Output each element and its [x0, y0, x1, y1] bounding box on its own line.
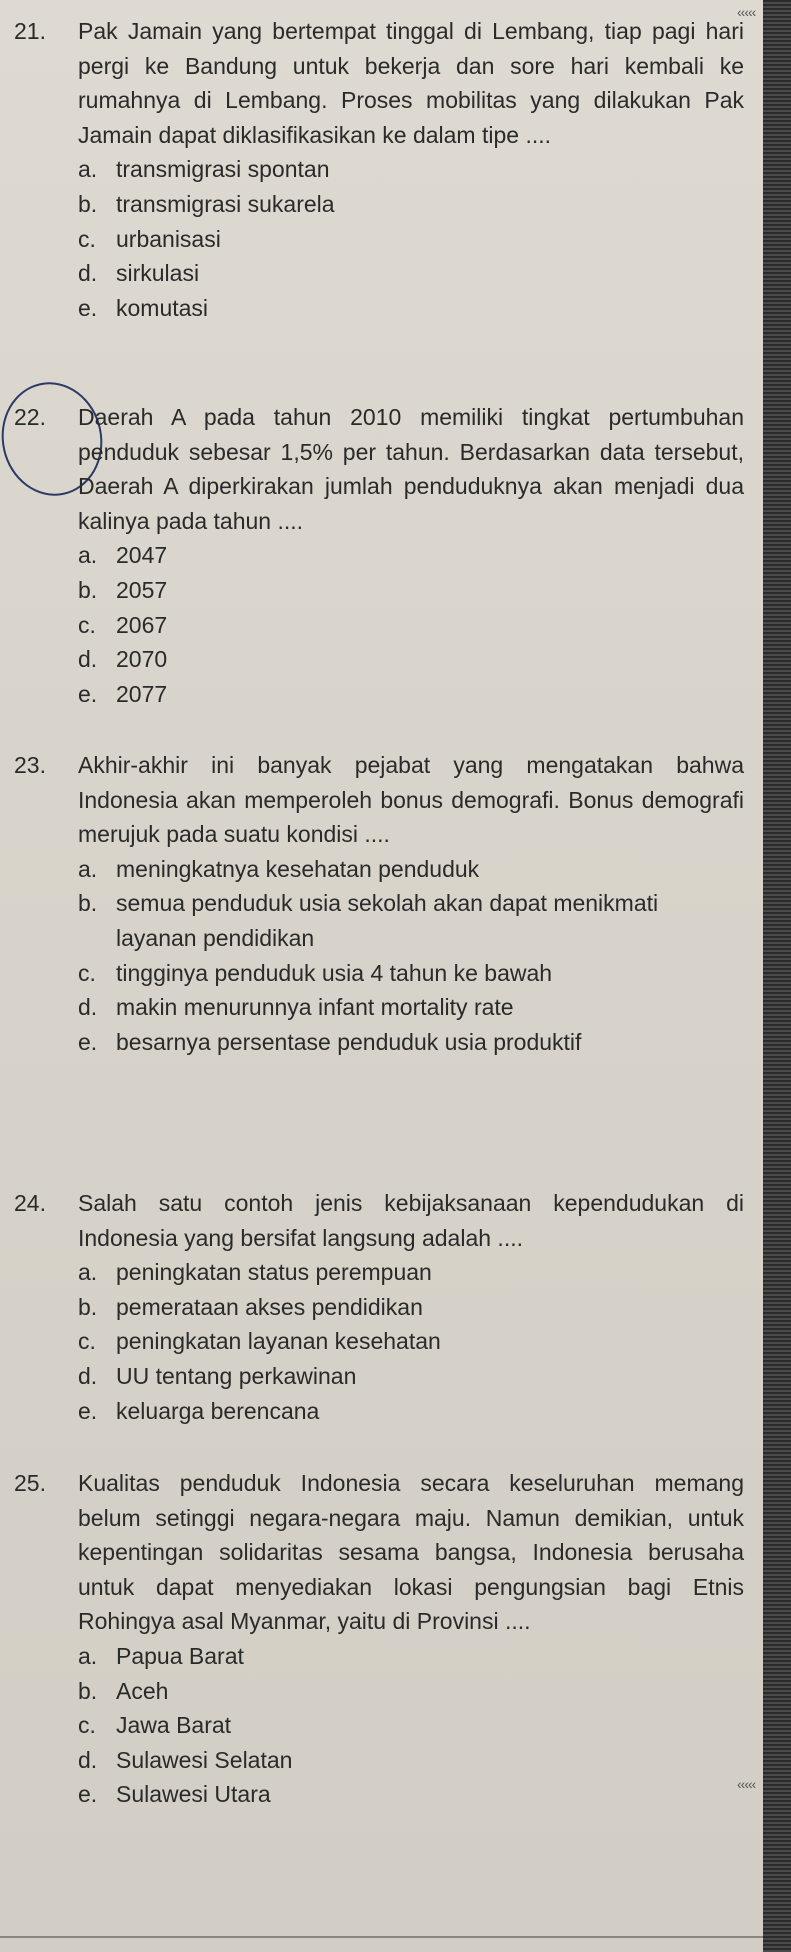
book-spine-binding	[763, 0, 791, 1952]
page-bottom-rule	[0, 1936, 763, 1938]
option-letter: a.	[78, 1259, 98, 1286]
option-letter: a.	[78, 855, 98, 882]
option-letter: c.	[78, 225, 96, 252]
question-number: 25.	[14, 1470, 46, 1496]
option-text: meningkatnya kesehatan penduduk	[116, 855, 480, 882]
question-25	[14, 1466, 744, 1812]
option-text: 2057	[116, 576, 168, 603]
option-d[interactable]	[78, 1743, 744, 1778]
answer-options	[78, 152, 744, 325]
option-b[interactable]	[78, 1290, 744, 1325]
option-a[interactable]	[78, 1639, 744, 1674]
option-letter: b.	[78, 1293, 98, 1320]
option-text: pemerataan akses pendidikan	[116, 1293, 423, 1320]
option-text: 2067	[116, 611, 168, 638]
option-letter: d.	[78, 260, 98, 287]
option-c[interactable]	[78, 1708, 744, 1743]
option-letter: d.	[78, 1362, 98, 1389]
question-21	[14, 14, 744, 325]
question-23	[14, 748, 744, 1059]
option-text: Sulawesi Utara	[116, 1781, 271, 1808]
option-letter: d.	[78, 1746, 98, 1773]
option-c[interactable]	[78, 222, 744, 257]
option-letter: c.	[78, 1328, 96, 1355]
question-number: 22.	[14, 404, 46, 430]
answer-options	[78, 1639, 744, 1812]
option-text: 2077	[116, 680, 168, 707]
option-letter: a.	[78, 1642, 98, 1669]
option-letter: b.	[78, 576, 98, 603]
question-stem: Pak Jamain yang bertempat tinggal di Lembang, tiap pagi hari pergi ke Bandung untuk bekerja dan sore hari kembali ke rumahnya di Lembang. Proses mobilitas yang dilakukan Pak Jamain dapat diklasifikasikan ke dalam tipe ....	[78, 18, 744, 148]
option-b[interactable]	[78, 573, 744, 608]
option-text: Papua Barat	[116, 1642, 244, 1669]
option-letter: c.	[78, 959, 96, 986]
option-e[interactable]	[78, 677, 744, 712]
option-d[interactable]	[78, 642, 744, 677]
option-d[interactable]	[78, 990, 744, 1025]
option-text: 2070	[116, 646, 168, 673]
option-text: semua penduduk usia sekolah akan dapat menikmati layanan pendidikan	[116, 890, 659, 951]
option-text: Sulawesi Selatan	[116, 1746, 293, 1773]
option-d[interactable]	[78, 1359, 744, 1394]
option-text: keluarga berencana	[116, 1397, 320, 1424]
option-letter: b.	[78, 190, 98, 217]
option-c[interactable]	[78, 608, 744, 643]
question-stem: Akhir-akhir ini banyak pejabat yang mengatakan bahwa Indonesia akan memperoleh bonus demografi. Bonus demografi merujuk pada suatu kondisi ....	[78, 752, 744, 848]
option-a[interactable]	[78, 152, 744, 187]
option-a[interactable]	[78, 852, 744, 887]
question-stem: Kualitas penduduk Indonesia secara keseluruhan memang belum setinggi negara-negara maju. Namun demikian, untuk kepentingan solidaritas sesama bangsa, Indonesia berusaha untuk dapat menyediakan lokasi pengungsian bagi Etnis Rohingya asal Myanmar, yaitu di Provinsi ....	[78, 1470, 744, 1635]
option-text: 2047	[116, 542, 168, 569]
option-text: UU tentang perkawinan	[116, 1362, 357, 1389]
spine-zigzag-mark-top: ‹‹‹‹‹	[737, 4, 756, 20]
option-letter: a.	[78, 542, 98, 569]
option-letter: b.	[78, 1677, 98, 1704]
option-letter: c.	[78, 611, 96, 638]
answer-options	[78, 538, 744, 711]
option-text: Jawa Barat	[116, 1712, 232, 1739]
option-b[interactable]	[78, 1674, 744, 1709]
option-letter: e.	[78, 680, 98, 707]
option-text: transmigrasi sukarela	[116, 190, 335, 217]
option-a[interactable]	[78, 538, 744, 573]
option-a[interactable]	[78, 1255, 744, 1290]
option-text: makin menurunnya infant mortality rate	[116, 994, 514, 1021]
question-22	[14, 400, 744, 711]
option-e[interactable]	[78, 1777, 744, 1812]
option-e[interactable]	[78, 291, 744, 326]
option-b[interactable]	[78, 187, 744, 222]
option-text: peningkatan status perempuan	[116, 1259, 432, 1286]
option-text: sirkulasi	[116, 260, 200, 287]
spine-zigzag-mark-bottom: ‹‹‹‹‹	[737, 1776, 756, 1792]
question-24	[14, 1186, 744, 1428]
option-text: komutasi	[116, 294, 209, 321]
question-number: 23.	[14, 752, 46, 778]
option-text: urbanisasi	[116, 225, 221, 252]
option-c[interactable]	[78, 956, 744, 991]
answer-options	[78, 1255, 744, 1428]
option-letter: a.	[78, 156, 98, 183]
question-number: 21.	[14, 18, 46, 44]
option-letter: b.	[78, 890, 98, 917]
option-letter: e.	[78, 1028, 98, 1055]
option-e[interactable]	[78, 1394, 744, 1429]
option-text: peningkatan layanan kesehatan	[116, 1328, 441, 1355]
option-letter: c.	[78, 1712, 96, 1739]
option-b[interactable]	[78, 886, 744, 955]
question-number: 24.	[14, 1190, 46, 1216]
answer-options	[78, 852, 744, 1060]
option-letter: e.	[78, 294, 98, 321]
option-letter: e.	[78, 1781, 98, 1808]
question-stem: Daerah A pada tahun 2010 memiliki tingkat pertumbuhan penduduk sebesar 1,5% per tahun. Berdasarkan data tersebut, Daerah A diperkirakan jumlah penduduknya akan menjadi dua kalinya pada tahun ....	[78, 404, 744, 534]
option-letter: e.	[78, 1397, 98, 1424]
option-letter: d.	[78, 646, 98, 673]
option-letter: d.	[78, 994, 98, 1021]
option-text: Aceh	[116, 1677, 169, 1704]
option-text: tingginya penduduk usia 4 tahun ke bawah	[116, 959, 553, 986]
option-text: transmigrasi spontan	[116, 156, 330, 183]
option-c[interactable]	[78, 1324, 744, 1359]
option-text: besarnya persentase penduduk usia produktif	[116, 1028, 582, 1055]
option-d[interactable]	[78, 256, 744, 291]
question-stem: Salah satu contoh jenis kebijaksanaan kependudukan di Indonesia yang bersifat langsung adalah ....	[78, 1190, 744, 1251]
option-e[interactable]	[78, 1025, 744, 1060]
